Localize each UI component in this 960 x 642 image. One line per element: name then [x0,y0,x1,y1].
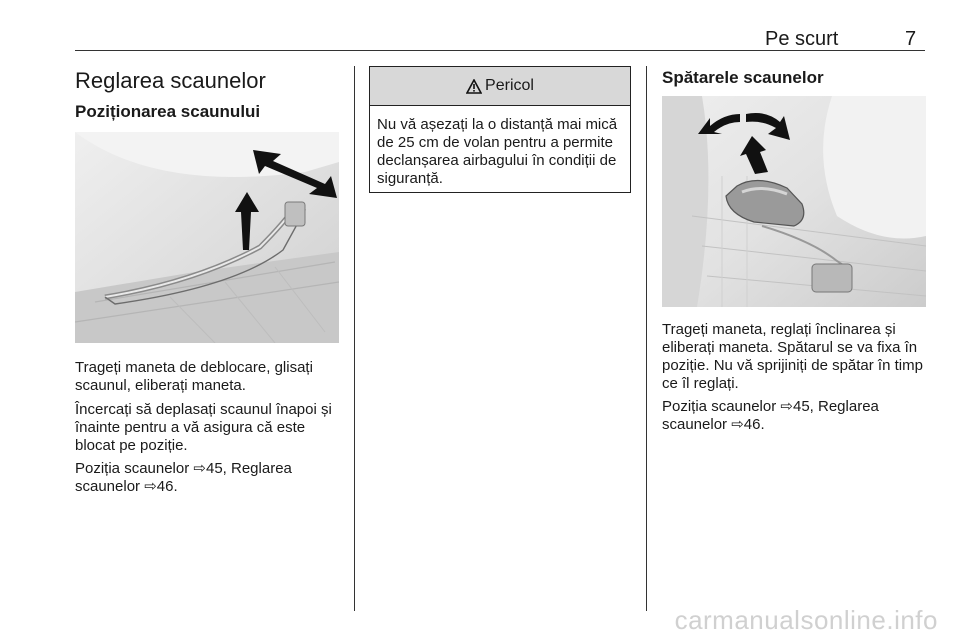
page-number: 7 [905,28,917,50]
watermark: carmanualsonline.info [674,605,938,635]
seat-backrest-reference: Poziția scaunelor ⇨45, Reglarea scaunelor ⇨46. [662,398,879,433]
page-reference-link[interactable]: 46 [156,478,174,495]
column-divider-2 [646,66,647,611]
seat-position-reference: Poziția scaunelor ⇨45, Reglarea scaunelor ⇨46. [75,460,292,495]
warning-triangle-icon [466,79,482,94]
page-reference-link[interactable]: 46 [743,416,761,433]
seat-position-instruction: Trageți maneta de deblocare, glisați scaunul, eliberați maneta. [75,359,313,394]
seat-position-illustration [75,132,339,343]
reference-arrow-icon: ⇨ [731,416,744,433]
header-rule [75,50,925,51]
seat-backrest-illustration [662,96,926,307]
reference-arrow-icon: ⇨ [144,478,157,495]
danger-header [370,67,630,106]
reference-arrow-icon: ⇨ [193,460,206,477]
reference-arrow-icon: ⇨ [780,398,793,415]
section-title: Reglarea scaunelor [75,68,266,93]
subsection-title-seat-backrest: Spătarele scaunelor [662,68,824,87]
page-reference-link[interactable]: 45 [792,398,810,415]
danger-box [369,66,631,193]
column-divider-1 [354,66,355,611]
header-section-title: Pe scurt [765,28,839,50]
danger-text: Nu vă așezați la o distanță mai mică de 25 cm de volan pentru a permite declanșarea airbagului în condiții de siguranță. [377,116,618,187]
subsection-title-seat-position: Poziționarea scaunului [75,102,261,121]
danger-title: Pericol [485,77,534,94]
seat-backrest-instruction: Trageți maneta, reglați înclinarea și eliberați maneta. Spătarul se va fixa în poziție. Nu vă sprijiniți de spătar în timp ce îl reglați. [662,321,923,392]
page-reference-link[interactable]: 45 [205,460,223,477]
seat-position-check: Încercați să deplasați scaunul înapoi și înainte pentru a vă asigura că este blocat pe poziție. [75,401,332,454]
